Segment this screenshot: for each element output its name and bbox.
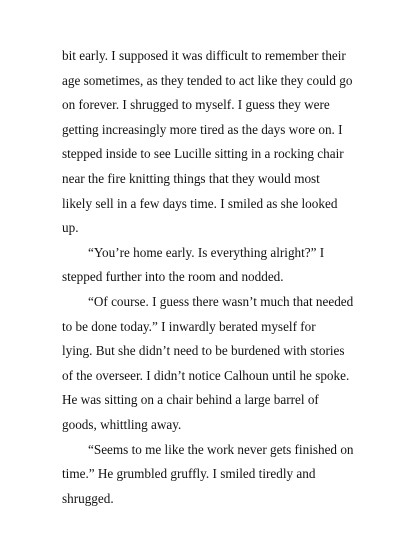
text-line: stepped further into the room and nodded.	[62, 269, 284, 285]
text-line: of the overseer. I didn’t notice Calhoun until he spoke.	[62, 367, 350, 383]
text-line: on forever. I shrugged to myself. I guess they were	[62, 97, 330, 113]
text-line: getting increasingly more tired as the days wore on. I	[62, 121, 343, 137]
text-line: lying. But she didn’t need to be burdened with stories	[62, 343, 345, 359]
body-text	[62, 44, 362, 511]
text-line: near the fire knitting things that they would most	[62, 170, 320, 186]
text-line: bit early. I supposed it was difficult to remember their	[62, 48, 346, 63]
text-line: age sometimes, as they tended to act like they could go	[62, 72, 353, 88]
text-line: time.” He grumbled gruffly. I smiled tiredly and	[62, 466, 316, 482]
text-line: stepped inside to see Lucille sitting in a rocking chair	[62, 146, 344, 162]
text-line: likely sell in a few days time. I smiled as she looked	[62, 195, 338, 211]
text-line: “You’re home early. Is everything alright?” I	[88, 244, 325, 260]
text-line: shrugged.	[62, 490, 114, 506]
text-line: He was sitting on a chair behind a large barrel of	[62, 392, 319, 408]
text-line: “Of course. I guess there wasn’t much that needed	[88, 293, 354, 309]
text-line: goods, whittling away.	[62, 416, 182, 432]
text-line: “Seems to me like the work never gets finished on	[88, 441, 354, 457]
text-line: to be done today.” I inwardly berated myself for	[62, 318, 316, 334]
text-line: up.	[62, 220, 79, 236]
